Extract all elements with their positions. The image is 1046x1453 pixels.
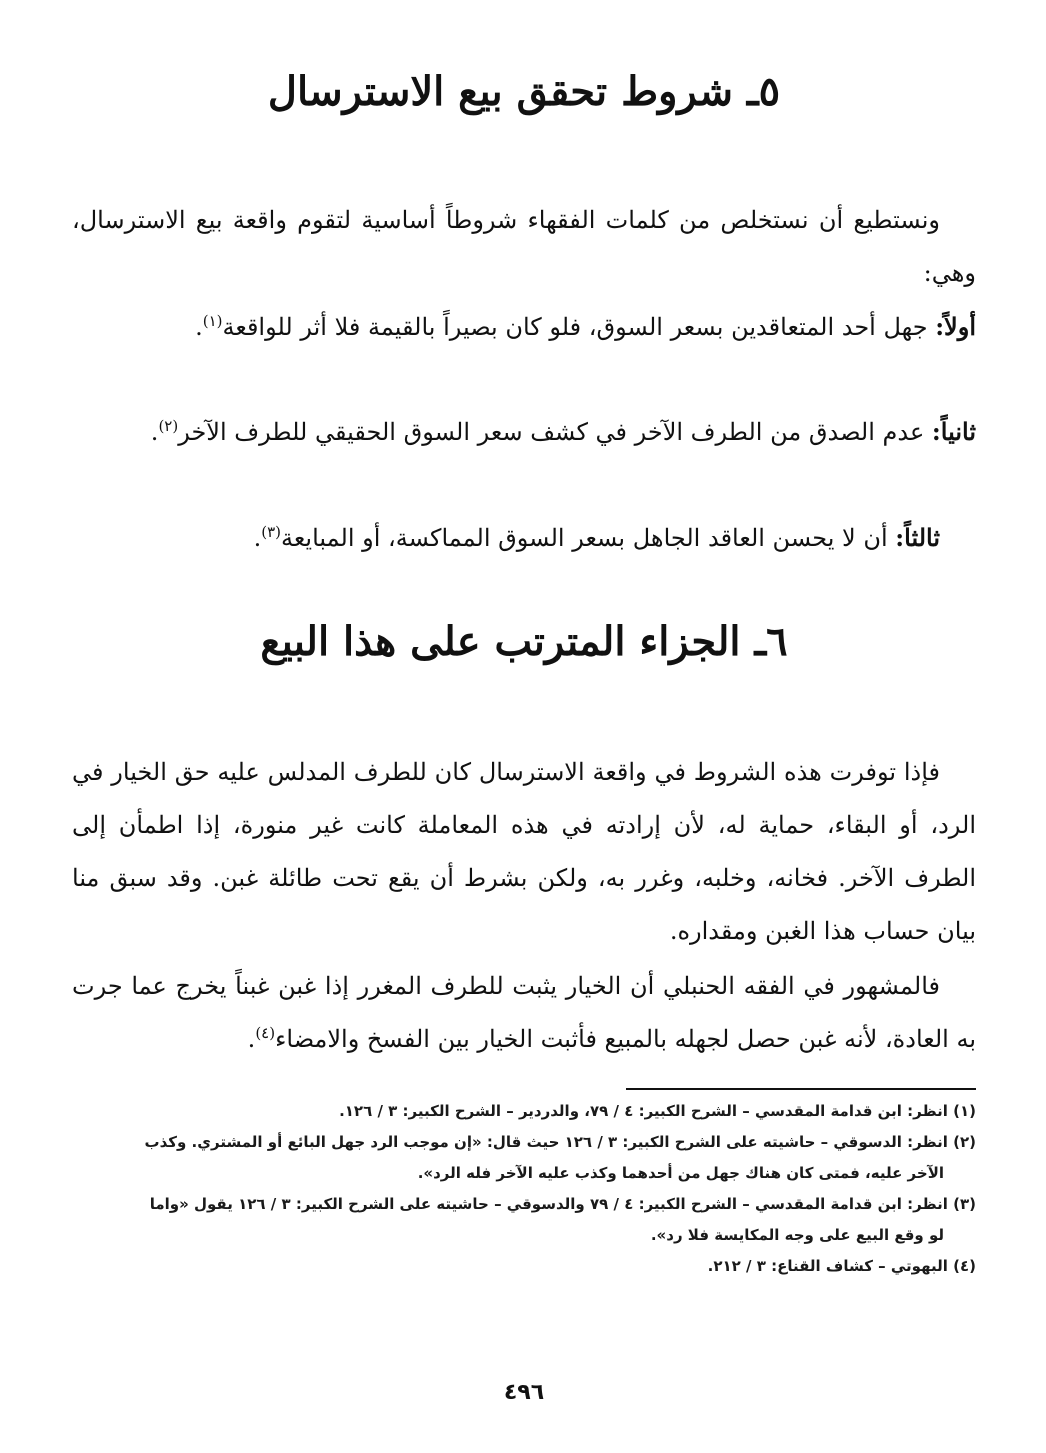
hanbali-text: فالمشهور في الفقه الحنبلي أن الخيار يثبت للطرف المغرر إذا غبن غبناً يخرج عما جرت به العادة، لأنه غبن حصل لجهله بالمبيع فأثبت الخيار بين الفسخ والامضاء xyxy=(72,972,976,1053)
footnote-number: (٤) xyxy=(953,1257,976,1275)
footnotes xyxy=(72,1096,976,1282)
condition-third-text: أن لا يحسن العاقد الجاهل بسعر السوق المماكسة، أو المبايعة xyxy=(280,524,896,552)
footnote-ref-4[interactable]: (٤) xyxy=(255,1024,276,1042)
footnote-2 xyxy=(72,1127,976,1189)
condition-second-text: عدم الصدق من الطرف الآخر في كشف سعر السوق الحقيقي للطرف الآخر xyxy=(178,418,932,446)
condition-second-label: ثانياً: xyxy=(931,417,976,446)
section-5-intro xyxy=(72,194,976,300)
footnote-text: انظر: ابن قدامة المقدسي – الشرح الكبير: ٤ / ٧٩ والدسوقي – حاشيته على الشرح الكبير: ٣ / ١٢٦ يقول «واما xyxy=(149,1195,948,1213)
footnote-number: (١) xyxy=(953,1102,976,1120)
footnote-divider xyxy=(626,1088,976,1090)
footnote-text: انظر: ابن قدامة المقدسي – الشرح الكبير: ٤ / ٧٩، والدردير – الشرح الكبير: ٣ / ١٢٦. xyxy=(339,1102,948,1120)
footnote-ref-3[interactable]: (٣) xyxy=(261,523,281,541)
footnote-1 xyxy=(72,1096,976,1127)
footnote-3 xyxy=(72,1189,976,1251)
footnote-continuation: لو وقع البيع على وجه المكايسة فلا رد». xyxy=(650,1226,944,1244)
period: . xyxy=(195,313,203,341)
period: . xyxy=(253,524,262,552)
condition-first-text: جهل أحد المتعاقدين بسعر السوق، فلو كان بصيراً بالقيمة فلا أثر للواقعة xyxy=(222,313,936,341)
page-number: ٤٩٦ xyxy=(503,1380,545,1405)
footnote-ref-2[interactable]: (٢) xyxy=(158,417,179,435)
footnote-4 xyxy=(72,1251,976,1282)
condition-second xyxy=(72,405,976,459)
condition-first-label: أولاً: xyxy=(935,312,976,341)
footnote-ref-1[interactable]: (١) xyxy=(202,312,223,330)
period: . xyxy=(150,418,159,446)
footnote-text: انظر: الدسوقي – حاشيته على الشرح الكبير: ٣ / ١٢٦ حيث قال: «إن موجب الرد جهل البائع أو المشتري. وكذب xyxy=(144,1133,948,1151)
intro-text: ونستطيع أن نستخلص من كلمات الفقهاء شروطاً أساسية لتقوم واقعة بيع الاسترسال، وهي: xyxy=(72,206,976,287)
period: . xyxy=(247,1025,256,1053)
condition-first xyxy=(72,300,976,354)
footnote-number: (٣) xyxy=(953,1195,976,1213)
footnote-text: البهوتي – كشاف القناع: ٣ / ٢١٢. xyxy=(707,1257,948,1275)
condition-third-label: ثالثاً: xyxy=(895,523,940,552)
section-6-effect xyxy=(72,746,976,958)
condition-third xyxy=(72,511,976,565)
section-6-heading: ٦ـ الجزاء المترتب على هذا البيع xyxy=(260,618,788,665)
effect-text: فإذا توفرت هذه الشروط في واقعة الاسترسال كان للطرف المدلس عليه حق الخيار في الرد، أو البقاء، حماية له، لأن إرادته في هذه المعاملة كانت غير منورة، إذا اطمأن إلى الطرف الآخر. فخانه، وخلبه، وغرر به، ولكن بشرط أن يقع تحت طائلة غبن. وقد سبق منا بيان حساب هذا الغبن ومقداره. xyxy=(72,758,976,945)
section-5-heading: ٥ـ شروط تحقق بيع الاسترسال xyxy=(267,68,781,115)
footnote-continuation: الآخر عليه، فمتى كان هناك جهل من أحدهما وكذب عليه الآخر فله الرد». xyxy=(417,1164,944,1182)
footnote-number: (٢) xyxy=(953,1133,976,1151)
section-6-hanbali xyxy=(72,960,976,1066)
document-page xyxy=(72,0,976,1453)
